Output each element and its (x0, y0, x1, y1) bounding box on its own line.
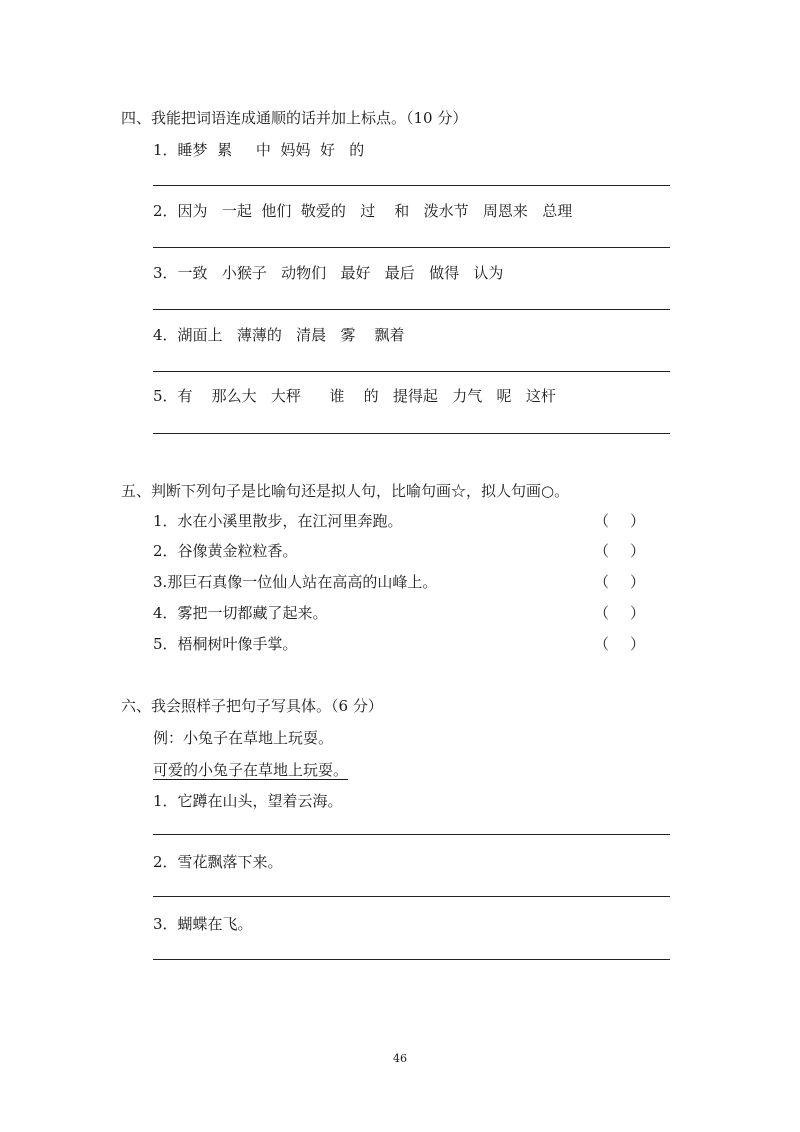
section5-item-4: 4．雾把一切都藏了起来。 (153, 604, 328, 622)
section6-item-3: 3．蝴蝶在飞。 (153, 915, 253, 933)
section5-item-1: 1．水在小溪里散步，在江河里奔跑。 (153, 512, 403, 530)
answer-line[interactable] (153, 371, 670, 372)
answer-paren-close: ） (630, 573, 646, 591)
section5-item-3: 3.那巨石真像一位仙人站在高高的山峰上。 (153, 573, 438, 591)
example-answer: 可爱的小兔子在草地上玩耍。 (153, 761, 349, 779)
example-sentence: 例：小兔子在草地上玩耍。 (153, 729, 334, 747)
section6-heading: 六、我会照样子把句子写具体。（6 分） (121, 697, 383, 715)
section6-item-1: 1．它蹲在山头，望着云海。 (153, 792, 343, 810)
section6-item-2: 2．雪花飘落下来。 (153, 853, 283, 871)
section4-item-5: 5．有 那么大 大秤 谁 的 提得起 力气 呢 这杆 (153, 387, 556, 405)
section5-item-5: 5．梧桐树叶像手掌。 (153, 635, 298, 653)
section5-heading: 五、判断下列句子是比喻句还是拟人句，比喻句画☆，拟人句画○。 (121, 482, 570, 500)
section4-item-3: 3．一致 小猴子 动物们 最好 最后 做得 认为 (153, 264, 504, 282)
answer-paren-open: （ (594, 512, 610, 530)
answer-paren-open: （ (594, 604, 610, 622)
answer-paren-close: ） (630, 635, 646, 653)
section4-heading: 四、我能把词语连成通顺的话并加上标点。（10 分） (121, 109, 468, 127)
answer-line[interactable] (153, 309, 670, 310)
answer-line[interactable] (153, 896, 670, 897)
answer-line[interactable] (153, 959, 670, 960)
answer-paren-open: （ (594, 573, 610, 591)
answer-paren-close: ） (630, 512, 646, 530)
answer-paren-open: （ (594, 635, 610, 653)
answer-line[interactable] (153, 185, 670, 186)
page-number: 46 (393, 1052, 407, 1065)
section4-item-1: 1．睡梦 累 中 妈妈 好 的 (153, 141, 365, 159)
section4-item-4: 4．湖面上 薄薄的 清晨 雾 飘着 (153, 326, 405, 344)
answer-line[interactable] (153, 834, 670, 835)
answer-paren-close: ） (630, 604, 646, 622)
answer-paren-open: （ (594, 542, 610, 560)
section5-item-2: 2．谷像黄金粒粒香。 (153, 542, 298, 560)
answer-line[interactable] (153, 433, 670, 434)
section4-item-2: 2．因为 一起 他们 敬爱的 过 和 泼水节 周恩来 总理 (153, 202, 573, 220)
answer-line[interactable] (153, 247, 670, 248)
answer-paren-close: ） (630, 542, 646, 560)
